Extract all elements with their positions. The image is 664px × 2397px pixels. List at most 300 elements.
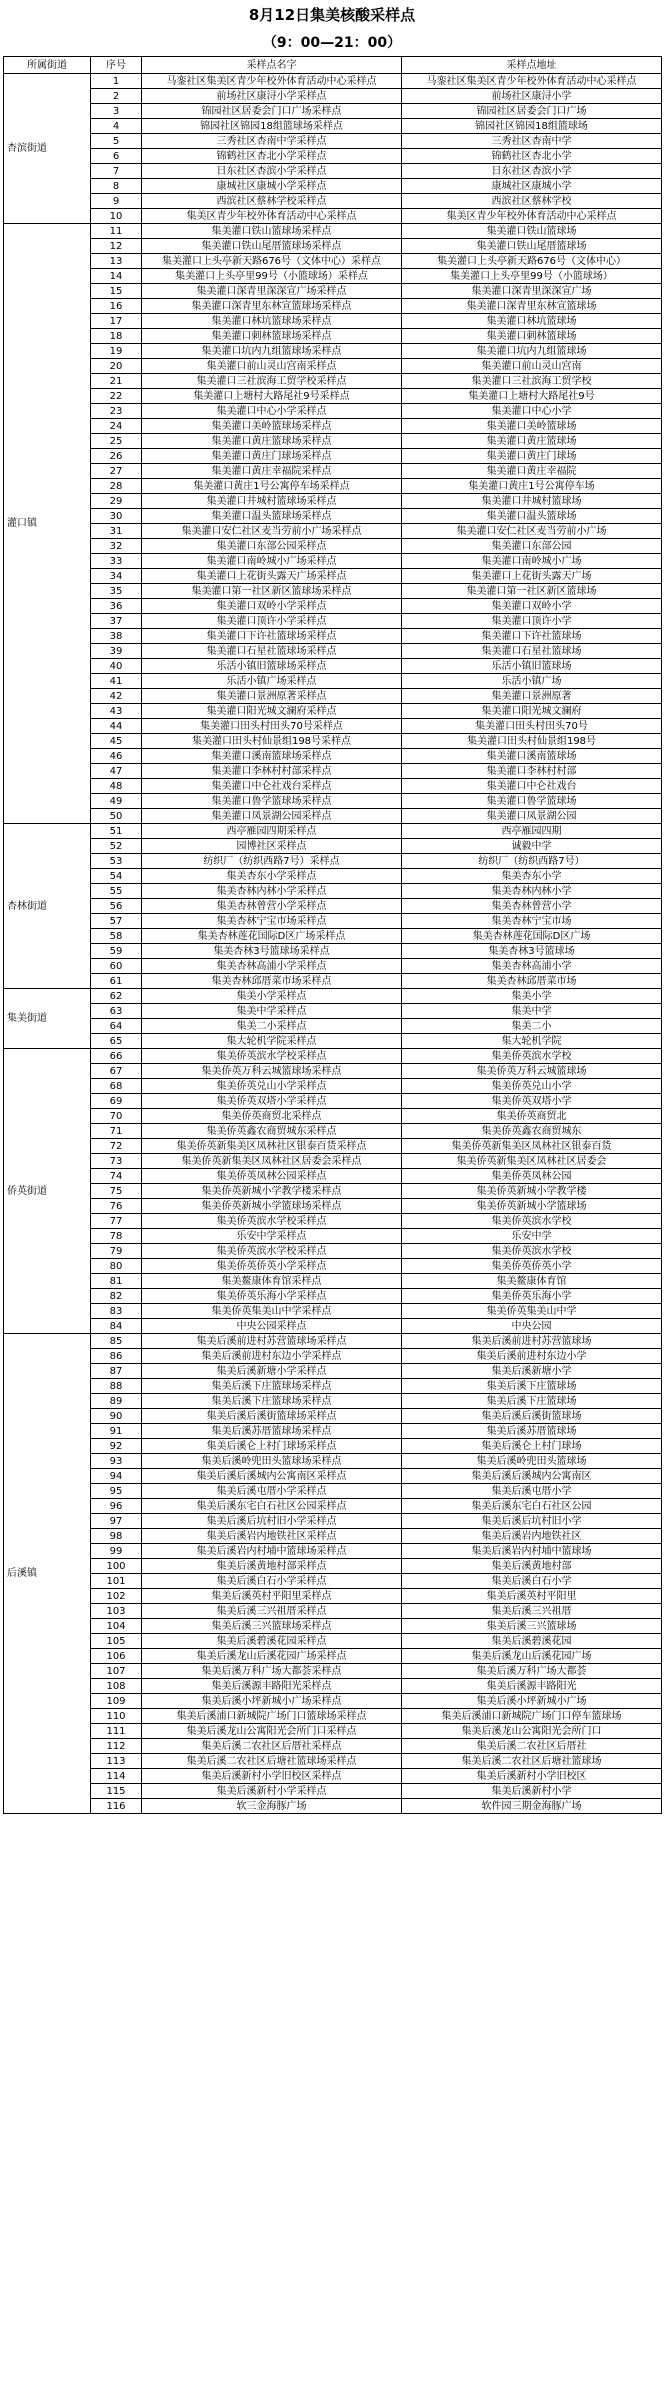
- site-name-cell: 三秀社区杏南中学采样点: [142, 134, 402, 149]
- site-name-cell: 集大轮机学院采样点: [142, 1034, 402, 1049]
- table-row: [4, 299, 662, 314]
- index-cell: 93: [91, 1454, 142, 1469]
- site-name-cell: 集美灌口顶许小学采样点: [142, 614, 402, 629]
- index-cell: 8: [91, 179, 142, 194]
- index-cell: 62: [91, 989, 142, 1004]
- site-address-cell: 集美灌口景洲原著: [402, 689, 662, 704]
- index-cell: 59: [91, 944, 142, 959]
- table-row: [4, 149, 662, 164]
- site-name-cell: 集美侨英兑山小学采样点: [142, 1079, 402, 1094]
- table-row: [4, 524, 662, 539]
- site-address-cell: 集美灌口温头篮球场: [402, 509, 662, 524]
- table-row: [4, 974, 662, 989]
- index-cell: 7: [91, 164, 142, 179]
- table-row: [4, 1004, 662, 1019]
- table-row: [4, 404, 662, 419]
- index-cell: 53: [91, 854, 142, 869]
- table-row: [4, 899, 662, 914]
- header-street: 所属街道: [4, 57, 91, 74]
- site-address-cell: 集美灌口中仑社戏台: [402, 779, 662, 794]
- site-name-cell: 乐安中学采样点: [142, 1229, 402, 1244]
- index-cell: 81: [91, 1274, 142, 1289]
- table-row: [4, 1319, 662, 1334]
- site-address-cell: 集美灌口南岭城小广场: [402, 554, 662, 569]
- index-cell: 86: [91, 1349, 142, 1364]
- site-name-cell: 乐活小镇旧篮球场采样点: [142, 659, 402, 674]
- site-name-cell: 集美后溪二农社区后塘社篮球场采样点: [142, 1754, 402, 1769]
- sampling-sites-table: [3, 56, 662, 1814]
- site-address-cell: 集美灌口三社滨海工贸学校: [402, 374, 662, 389]
- site-address-cell: 集美灌口林坑篮球场: [402, 314, 662, 329]
- site-name-cell: 集美灌口安仁社区麦当劳前小广场采样点: [142, 524, 402, 539]
- table-row: [4, 509, 662, 524]
- site-address-cell: 集美杏林莲花国际D区广场: [402, 929, 662, 944]
- table-row: [4, 1559, 662, 1574]
- site-name-cell: 集美杏林高浦小学采样点: [142, 959, 402, 974]
- header-site-name: 采样点名字: [142, 57, 402, 74]
- index-cell: 91: [91, 1424, 142, 1439]
- index-cell: 79: [91, 1244, 142, 1259]
- table-row: [4, 659, 662, 674]
- site-address-cell: 乐活小镇广场: [402, 674, 662, 689]
- site-address-cell: 集美后溪后溪街篮球场: [402, 1409, 662, 1424]
- table-row: [4, 1439, 662, 1454]
- index-cell: 33: [91, 554, 142, 569]
- site-address-cell: 集美杏林3号篮球场: [402, 944, 662, 959]
- table-body: [4, 74, 662, 1814]
- street-cell: 灌口镇: [4, 224, 91, 824]
- site-address-cell: 集美灌口前山灵山宫南: [402, 359, 662, 374]
- site-name-cell: 集美灌口上头亭里99号（小篮球场）采样点: [142, 269, 402, 284]
- site-name-cell: 集美灌口下许社篮球场采样点: [142, 629, 402, 644]
- index-cell: 89: [91, 1394, 142, 1409]
- site-name-cell: 集美杏林曾营小学采样点: [142, 899, 402, 914]
- table-row: [4, 494, 662, 509]
- table-row: [4, 1184, 662, 1199]
- table-row: [4, 1349, 662, 1364]
- index-cell: 55: [91, 884, 142, 899]
- index-cell: 60: [91, 959, 142, 974]
- index-cell: 105: [91, 1634, 142, 1649]
- site-address-cell: 诚毅中学: [402, 839, 662, 854]
- site-address-cell: 集美小学: [402, 989, 662, 1004]
- table-row: [4, 1769, 662, 1784]
- site-name-cell: 集美灌口李林村村部采样点: [142, 764, 402, 779]
- site-name-cell: 日东社区杏滨小学采样点: [142, 164, 402, 179]
- table-row: [4, 179, 662, 194]
- site-name-cell: 集美灌口美岭篮球场采样点: [142, 419, 402, 434]
- page-title: 8月12日集美核酸采样点: [248, 6, 416, 24]
- site-name-cell: 集美后溪黄地村部采样点: [142, 1559, 402, 1574]
- table-row: [4, 479, 662, 494]
- site-name-cell: 集美鳌康体育馆采样点: [142, 1274, 402, 1289]
- index-cell: 25: [91, 434, 142, 449]
- site-address-cell: 集美侨英乐海小学: [402, 1289, 662, 1304]
- table-header-row: [4, 57, 662, 74]
- site-address-cell: 集美灌口凤景湖公园: [402, 809, 662, 824]
- index-cell: 20: [91, 359, 142, 374]
- site-address-cell: 集美灌口东部公园: [402, 539, 662, 554]
- index-cell: 102: [91, 1589, 142, 1604]
- site-name-cell: 集美后溪浦口新城院广场门口篮球场采样点: [142, 1709, 402, 1724]
- table-row: [4, 224, 662, 239]
- table-row: [4, 869, 662, 884]
- site-address-cell: 集美杏东小学: [402, 869, 662, 884]
- table-row: [4, 539, 662, 554]
- site-name-cell: 集美杏东小学采样点: [142, 869, 402, 884]
- index-cell: 58: [91, 929, 142, 944]
- site-name-cell: 集美后溪东宅白石社区公园采样点: [142, 1499, 402, 1514]
- site-name-cell: 集美后溪源丰路阳光采样点: [142, 1679, 402, 1694]
- site-address-cell: 纺织厂（纺织西路7号）: [402, 854, 662, 869]
- table-row: [4, 959, 662, 974]
- table-row: [4, 1274, 662, 1289]
- index-cell: 36: [91, 599, 142, 614]
- site-name-cell: 集美杏林3号篮球场采样点: [142, 944, 402, 959]
- site-name-cell: 西亭雁园四期采样点: [142, 824, 402, 839]
- table-row: [4, 1679, 662, 1694]
- site-name-cell: 集美灌口田头村仙景组198号采样点: [142, 734, 402, 749]
- table-row: [4, 674, 662, 689]
- site-address-cell: 集美灌口美岭篮球场: [402, 419, 662, 434]
- table-row: [4, 689, 662, 704]
- site-name-cell: 集美杏林内林小学采样点: [142, 884, 402, 899]
- site-name-cell: 集美灌口前山灵山宫南采样点: [142, 359, 402, 374]
- table-row: [4, 164, 662, 179]
- table-row: [4, 314, 662, 329]
- index-cell: 48: [91, 779, 142, 794]
- site-name-cell: 集美灌口铁山篮球场采样点: [142, 224, 402, 239]
- table-row: [4, 644, 662, 659]
- site-address-cell: 集美后溪后溪城内公寓南区: [402, 1469, 662, 1484]
- table-row: [4, 794, 662, 809]
- index-cell: 43: [91, 704, 142, 719]
- site-name-cell: 集美灌口刺林篮球场采样点: [142, 329, 402, 344]
- index-cell: 87: [91, 1364, 142, 1379]
- table-row: [4, 284, 662, 299]
- site-address-cell: 集美后溪岭兜田头篮球场: [402, 1454, 662, 1469]
- index-cell: 19: [91, 344, 142, 359]
- index-cell: 46: [91, 749, 142, 764]
- site-address-cell: 西滨社区蔡林学校: [402, 194, 662, 209]
- index-cell: 85: [91, 1334, 142, 1349]
- site-name-cell: 集美后溪岩内地铁社区采样点: [142, 1529, 402, 1544]
- index-cell: 104: [91, 1619, 142, 1634]
- site-name-cell: 集美侨英滨水学校采样点: [142, 1214, 402, 1229]
- index-cell: 80: [91, 1259, 142, 1274]
- site-name-cell: 中央公园采样点: [142, 1319, 402, 1334]
- site-address-cell: 乐安中学: [402, 1229, 662, 1244]
- index-cell: 18: [91, 329, 142, 344]
- site-address-cell: 集美鳌康体育馆: [402, 1274, 662, 1289]
- table-row: [4, 389, 662, 404]
- site-address-cell: 集美杏林曾营小学: [402, 899, 662, 914]
- index-cell: 98: [91, 1529, 142, 1544]
- site-address-cell: 集美后溪浦口新城院广场门口停车篮球场: [402, 1709, 662, 1724]
- site-address-cell: 集美灌口第一社区新区篮球场: [402, 584, 662, 599]
- site-name-cell: 集美后溪三兴祖厝采样点: [142, 1604, 402, 1619]
- table-row: [4, 854, 662, 869]
- index-cell: 26: [91, 449, 142, 464]
- index-cell: 54: [91, 869, 142, 884]
- site-name-cell: 集美杏林宁宝市场采样点: [142, 914, 402, 929]
- index-cell: 101: [91, 1574, 142, 1589]
- index-cell: 9: [91, 194, 142, 209]
- site-name-cell: 集美灌口黄庄门球场采样点: [142, 449, 402, 464]
- site-name-cell: 集美侨英乐海小学采样点: [142, 1289, 402, 1304]
- table-row: [4, 944, 662, 959]
- index-cell: 115: [91, 1784, 142, 1799]
- index-cell: 72: [91, 1139, 142, 1154]
- index-cell: 3: [91, 104, 142, 119]
- site-name-cell: 集美后溪苏厝篮球场采样点: [142, 1424, 402, 1439]
- site-address-cell: 集美灌口深青里东林宣篮球场: [402, 299, 662, 314]
- table-row: [4, 464, 662, 479]
- site-name-cell: 集美后溪屯厝小学采样点: [142, 1484, 402, 1499]
- site-name-cell: 集美侨英新城小学篮球场采样点: [142, 1199, 402, 1214]
- site-name-cell: 集美灌口鲁学篮球场采样点: [142, 794, 402, 809]
- index-cell: 116: [91, 1799, 142, 1814]
- site-name-cell: 集美后溪新村小学旧校区采样点: [142, 1769, 402, 1784]
- index-cell: 45: [91, 734, 142, 749]
- index-cell: 67: [91, 1064, 142, 1079]
- site-address-cell: 集美侨英新集美区凤林社区银泰百货: [402, 1139, 662, 1154]
- site-name-cell: 集美灌口双岭小学采样点: [142, 599, 402, 614]
- index-cell: 66: [91, 1049, 142, 1064]
- site-address-cell: 集美灌口上塘村大路尾社9号: [402, 389, 662, 404]
- table-row: [4, 584, 662, 599]
- table-row: [4, 419, 662, 434]
- site-address-cell: 集美灌口鲁学篮球场: [402, 794, 662, 809]
- table-row: [4, 824, 662, 839]
- table-row: [4, 929, 662, 944]
- site-address-cell: 集美后溪东宅白石社区公园: [402, 1499, 662, 1514]
- table-row: [4, 599, 662, 614]
- table-row: [4, 134, 662, 149]
- index-cell: 6: [91, 149, 142, 164]
- table-row: [4, 1454, 662, 1469]
- index-cell: 28: [91, 479, 142, 494]
- site-name-cell: 集美后溪后溪街篮球场采样点: [142, 1409, 402, 1424]
- index-cell: 94: [91, 1469, 142, 1484]
- site-name-cell: 集美侨英集美山中学采样点: [142, 1304, 402, 1319]
- site-address-cell: 集美后溪新塘小学: [402, 1364, 662, 1379]
- site-address-cell: 集美灌口黄庄幸福院: [402, 464, 662, 479]
- index-cell: 73: [91, 1154, 142, 1169]
- site-address-cell: 集美侨英滨水学校: [402, 1049, 662, 1064]
- site-address-cell: 集美灌口田头村仙景组198号: [402, 734, 662, 749]
- table-row: [4, 104, 662, 119]
- site-address-cell: 集美灌口田头村田头70号: [402, 719, 662, 734]
- site-address-cell: 集美灌口坑内九组篮球场: [402, 344, 662, 359]
- site-address-cell: 软件园三期金海豚广场: [402, 1799, 662, 1814]
- table-row: [4, 1604, 662, 1619]
- site-address-cell: 集美杏林高浦小学: [402, 959, 662, 974]
- site-name-cell: 集美灌口上花街头露天广场采样点: [142, 569, 402, 584]
- site-address-cell: 集美后溪二农社区后塘社篮球场: [402, 1754, 662, 1769]
- site-name-cell: 集美灌口第一社区新区篮球场采样点: [142, 584, 402, 599]
- table-row: [4, 1484, 662, 1499]
- index-cell: 78: [91, 1229, 142, 1244]
- index-cell: 44: [91, 719, 142, 734]
- table-row: [4, 764, 662, 779]
- site-address-cell: 乐活小镇旧篮球场: [402, 659, 662, 674]
- site-name-cell: 集美灌口林坑篮球场采样点: [142, 314, 402, 329]
- site-address-cell: 集美灌口刺林篮球场: [402, 329, 662, 344]
- index-cell: 108: [91, 1679, 142, 1694]
- index-cell: 1: [91, 74, 142, 89]
- index-cell: 95: [91, 1484, 142, 1499]
- index-cell: 42: [91, 689, 142, 704]
- site-name-cell: 集美侨英万科云城篮球场采样点: [142, 1064, 402, 1079]
- table-row: [4, 1244, 662, 1259]
- index-cell: 50: [91, 809, 142, 824]
- table-row: [4, 749, 662, 764]
- index-cell: 114: [91, 1769, 142, 1784]
- index-cell: 70: [91, 1109, 142, 1124]
- site-name-cell: 集美后溪新村小学采样点: [142, 1784, 402, 1799]
- table-row: [4, 1094, 662, 1109]
- site-address-cell: 集美二小: [402, 1019, 662, 1034]
- index-cell: 68: [91, 1079, 142, 1094]
- site-address-cell: 集美后溪后坑村旧小学: [402, 1514, 662, 1529]
- index-cell: 12: [91, 239, 142, 254]
- site-address-cell: 集美灌口顶许小学: [402, 614, 662, 629]
- table-row: [4, 1574, 662, 1589]
- site-name-cell: 集美后溪后溪城内公寓南区采样点: [142, 1469, 402, 1484]
- site-address-cell: 集美灌口安仁社区麦当劳前小广场: [402, 524, 662, 539]
- index-cell: 82: [91, 1289, 142, 1304]
- site-address-cell: 集美侨英凤林公园: [402, 1169, 662, 1184]
- index-cell: 106: [91, 1649, 142, 1664]
- header-index: 序号: [91, 57, 142, 74]
- site-name-cell: 集美灌口铁山尾厝篮球场采样点: [142, 239, 402, 254]
- index-cell: 111: [91, 1724, 142, 1739]
- site-name-cell: 集美杏林莲花国际D区广场采样点: [142, 929, 402, 944]
- site-name-cell: 集美灌口石星社篮球场采样点: [142, 644, 402, 659]
- site-name-cell: 集美灌口田头村田头70号采样点: [142, 719, 402, 734]
- site-address-cell: 集美区青少年校外体育活动中心采样点: [402, 209, 662, 224]
- index-cell: 63: [91, 1004, 142, 1019]
- table-row: [4, 1544, 662, 1559]
- table-row: [4, 434, 662, 449]
- page-subtitle: （9：00—21：00）: [262, 35, 402, 51]
- table-row: [4, 809, 662, 824]
- table-row: [4, 1514, 662, 1529]
- site-address-cell: 集美后溪岩内地铁社区: [402, 1529, 662, 1544]
- site-name-cell: 集美灌口井城村篮球场采样点: [142, 494, 402, 509]
- index-cell: 2: [91, 89, 142, 104]
- site-name-cell: 集美后溪小坪新城小广场采样点: [142, 1694, 402, 1709]
- site-address-cell: 中央公园: [402, 1319, 662, 1334]
- site-name-cell: 集美后溪英村平阳里采样点: [142, 1589, 402, 1604]
- index-cell: 13: [91, 254, 142, 269]
- table-row: [4, 1784, 662, 1799]
- site-name-cell: 园博社区采样点: [142, 839, 402, 854]
- site-name-cell: 集美杏林邱厝菜市场采样点: [142, 974, 402, 989]
- index-cell: 41: [91, 674, 142, 689]
- table-row: [4, 704, 662, 719]
- table-row: [4, 1019, 662, 1034]
- header-site-address: 采样点地址: [402, 57, 662, 74]
- table-row: [4, 74, 662, 89]
- table-row: [4, 1109, 662, 1124]
- site-address-cell: 集美侨英新城小学篮球场: [402, 1199, 662, 1214]
- table-row: [4, 1409, 662, 1424]
- site-address-cell: 集美后溪屯厝小学: [402, 1484, 662, 1499]
- table-row: [4, 734, 662, 749]
- site-address-cell: 集美杏林内林小学: [402, 884, 662, 899]
- site-address-cell: 马銮社区集美区青少年校外体育活动中心采样点: [402, 74, 662, 89]
- table-row: [4, 1139, 662, 1154]
- table-row: [4, 629, 662, 644]
- site-name-cell: 集美侨英鑫农商贸城东采样点: [142, 1124, 402, 1139]
- site-address-cell: 集美灌口黄庄1号公寓停车场: [402, 479, 662, 494]
- site-address-cell: 集美后溪下庄篮球场: [402, 1394, 662, 1409]
- site-name-cell: 集美侨英滨水学校采样点: [142, 1049, 402, 1064]
- index-cell: 99: [91, 1544, 142, 1559]
- site-address-cell: 集美侨英新集美区凤林社区居委会: [402, 1154, 662, 1169]
- site-name-cell: 集美中学采样点: [142, 1004, 402, 1019]
- site-address-cell: 集美灌口深青里深深宣广场: [402, 284, 662, 299]
- table-row: [4, 1499, 662, 1514]
- table-row: [4, 719, 662, 734]
- index-cell: 34: [91, 569, 142, 584]
- table-row: [4, 1709, 662, 1724]
- index-cell: 32: [91, 539, 142, 554]
- table-row: [4, 89, 662, 104]
- site-address-cell: 集美后溪新村小学旧校区: [402, 1769, 662, 1784]
- site-address-cell: 集美后溪白石小学: [402, 1574, 662, 1589]
- index-cell: 17: [91, 314, 142, 329]
- table-row: [4, 269, 662, 284]
- index-cell: 15: [91, 284, 142, 299]
- table-row: [4, 1649, 662, 1664]
- table-row: [4, 1034, 662, 1049]
- index-cell: 107: [91, 1664, 142, 1679]
- index-cell: 74: [91, 1169, 142, 1184]
- index-cell: 84: [91, 1319, 142, 1334]
- site-name-cell: 西滨社区蔡林学校采样点: [142, 194, 402, 209]
- index-cell: 37: [91, 614, 142, 629]
- site-name-cell: 集美灌口黄庄幸福院采样点: [142, 464, 402, 479]
- table-row: [4, 1724, 662, 1739]
- index-cell: 65: [91, 1034, 142, 1049]
- table-row: [4, 884, 662, 899]
- site-name-cell: 集美侨英新集美区凤林社区居委会采样点: [142, 1154, 402, 1169]
- site-address-cell: 集美侨英新城小学教学楼: [402, 1184, 662, 1199]
- index-cell: 23: [91, 404, 142, 419]
- site-name-cell: 集美侨英商贸北采样点: [142, 1109, 402, 1124]
- table-row: [4, 1394, 662, 1409]
- site-name-cell: 集美灌口三社滨海工贸学校采样点: [142, 374, 402, 389]
- site-address-cell: 集美后溪下庄篮球场: [402, 1379, 662, 1394]
- site-address-cell: 集美杏林邱厝菜市场: [402, 974, 662, 989]
- table-row: [4, 1364, 662, 1379]
- table-row: [4, 1634, 662, 1649]
- site-address-cell: 集美灌口上头亭里99号（小篮球场）: [402, 269, 662, 284]
- index-cell: 71: [91, 1124, 142, 1139]
- index-cell: 77: [91, 1214, 142, 1229]
- site-name-cell: 集美灌口上塘村大路尾社9号采样点: [142, 389, 402, 404]
- site-address-cell: 集美灌口铁山篮球场: [402, 224, 662, 239]
- site-address-cell: 集美后溪源丰路阳光: [402, 1679, 662, 1694]
- index-cell: 21: [91, 374, 142, 389]
- site-name-cell: 马銮社区集美区青少年校外体育活动中心采样点: [142, 74, 402, 89]
- site-address-cell: 集美灌口黄庄篮球场: [402, 434, 662, 449]
- site-address-cell: 集美后溪龙山公寓阳光会所门口: [402, 1724, 662, 1739]
- site-address-cell: 锦园社区锦园18组篮球场: [402, 119, 662, 134]
